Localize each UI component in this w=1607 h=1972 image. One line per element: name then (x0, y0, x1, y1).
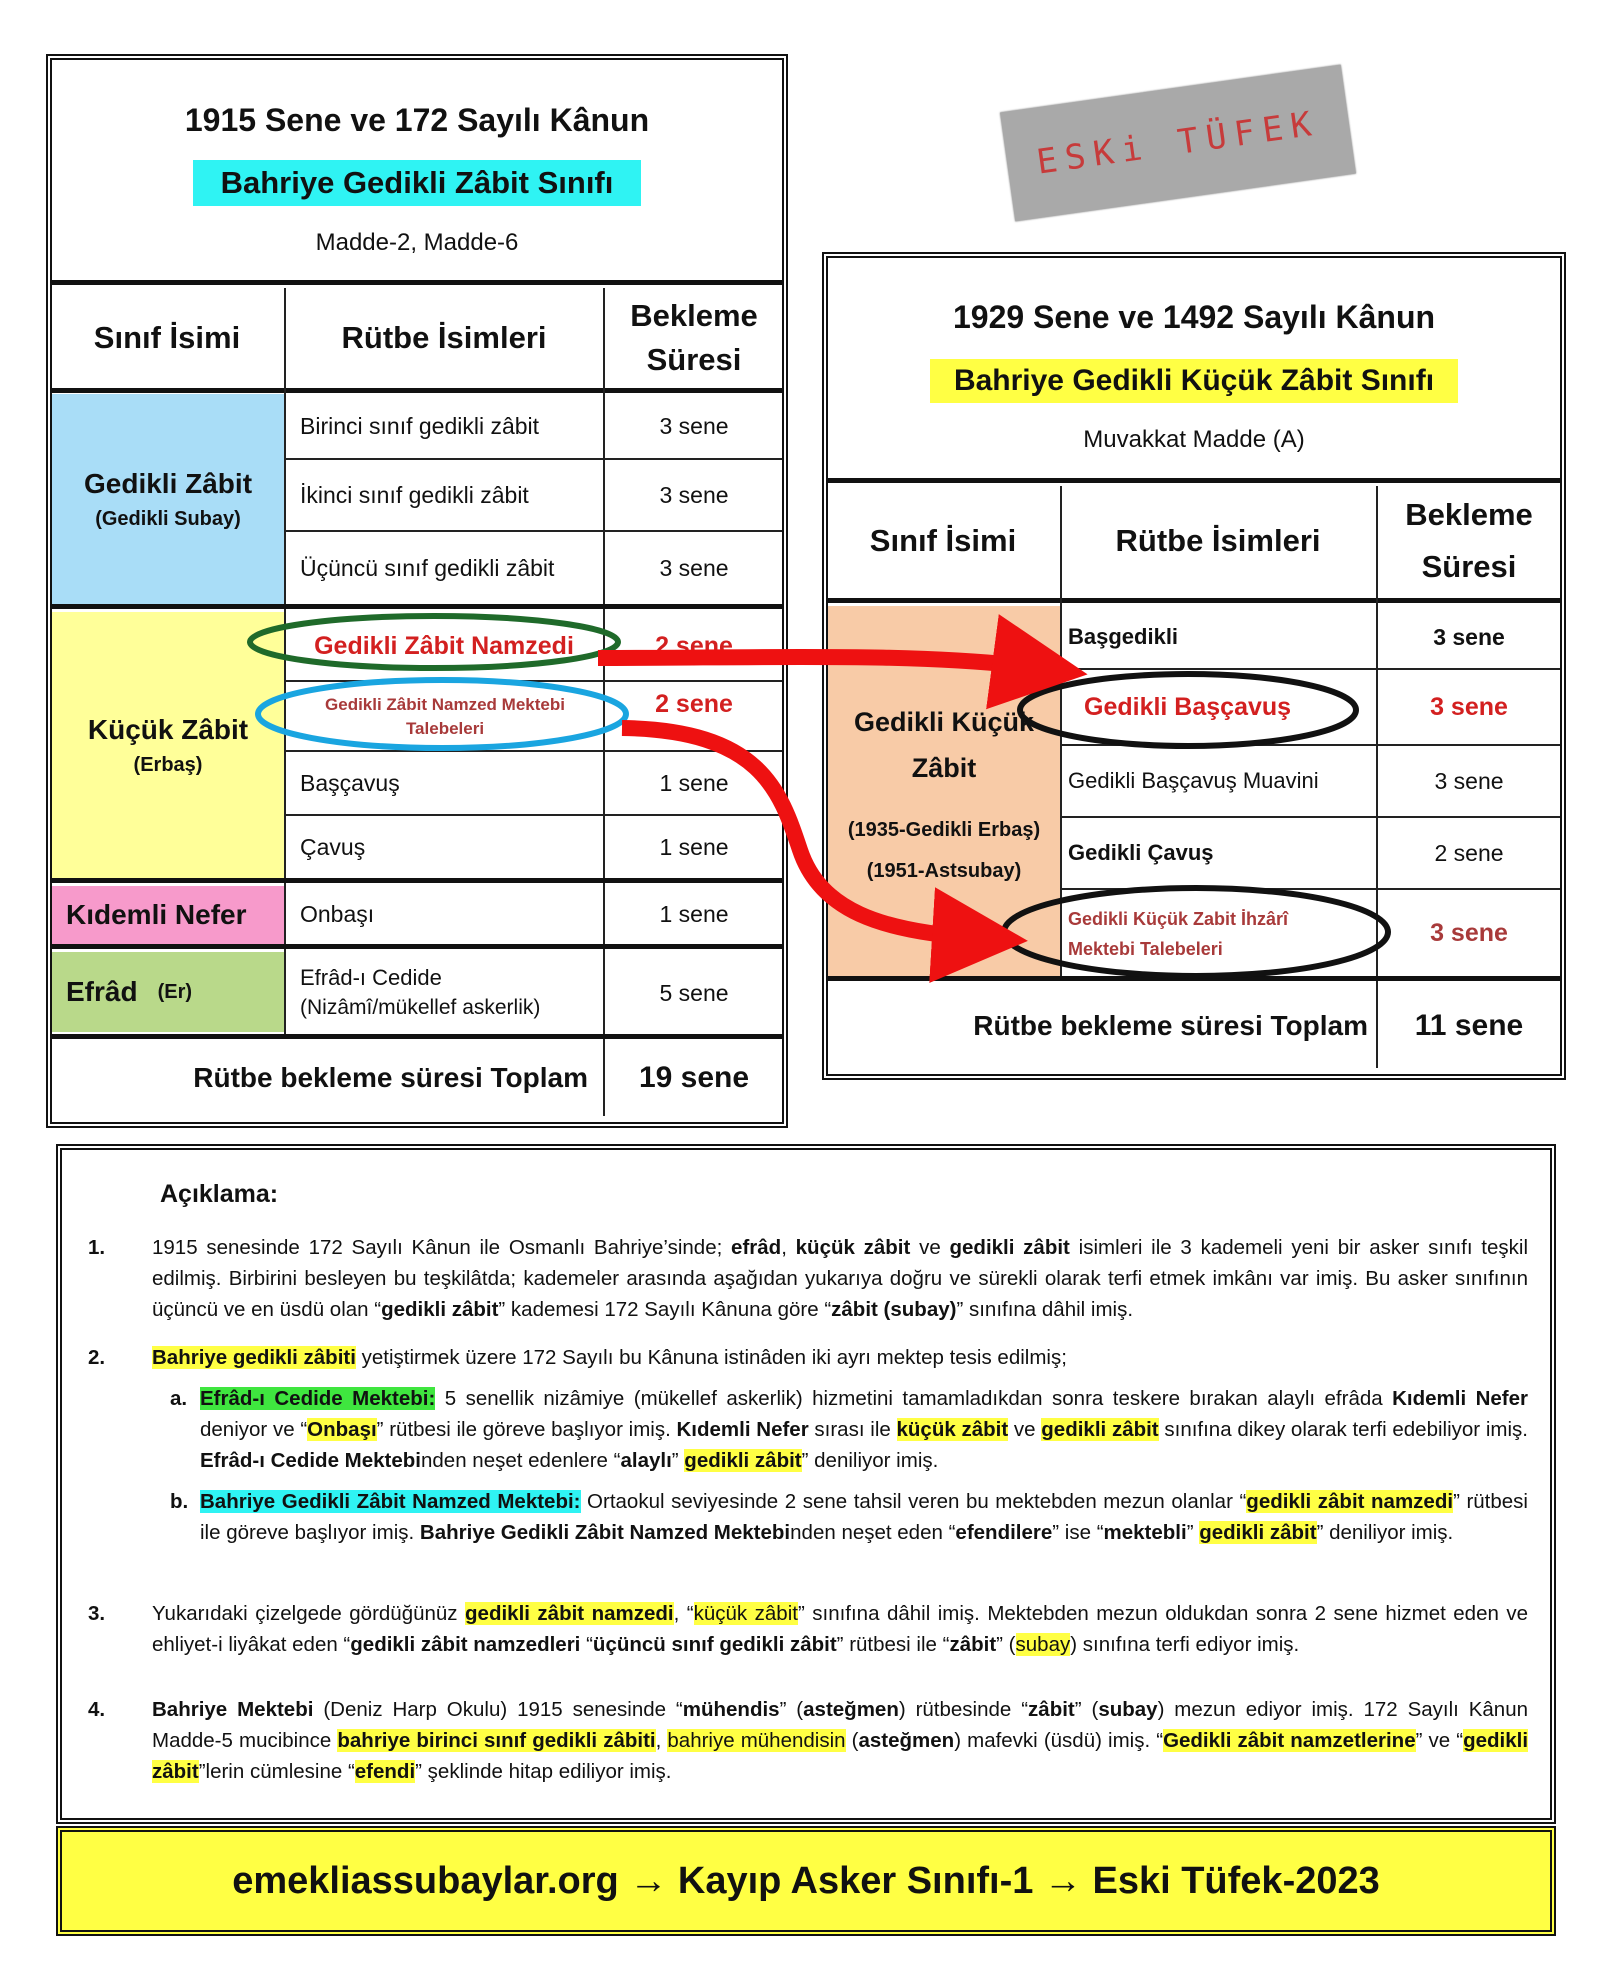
divider (52, 388, 782, 393)
group-gedikli-kucuk-zabit-label (828, 606, 1060, 976)
divider (603, 288, 605, 1116)
wait-cell: 3 sene (1430, 692, 1508, 721)
note-1: 1. 1915 senesinde 172 Sayılı Kânun ile Osmanlı Bahriye’sinde; efrâd, küçük zâbit ve gedikli zâbit isimleri ile 3 kademeli yeni bir asker sınıfı teşkil edilmiş. Birbirini besleyen bu teşkilâtda; kademeler arasında aşağıdan yukarıya doğru ve sürekli olarak terfi etmek imkânı var imiş. Bu asker sınıfının üçüncü ve en üsdü olan “gedikli zâbit” kademesi 172 Sayılı Kânuna göre “zâbit (subay)” sınıfına dâhil imiş. (88, 1232, 1528, 1325)
col-header-wait: Bekleme Süresi (1405, 497, 1533, 584)
divider (828, 598, 1560, 603)
note-number: 2. (88, 1346, 106, 1369)
wait-cell: 5 sene (659, 979, 729, 1006)
wait-cell: 1 sene (659, 900, 729, 927)
group-efrad-label (66, 952, 286, 1032)
table1915-articles: Madde-2, Madde-6 (315, 229, 519, 256)
note-number: 4. (88, 1698, 106, 1721)
group-kucuk-zabit-label (52, 612, 284, 878)
wait-cell: 3 sene (1433, 623, 1505, 650)
wait-cell: 1 sene (659, 833, 729, 860)
group-name: Efrâd (66, 976, 138, 1007)
rank-cell: Başçavuş (300, 769, 400, 796)
notes-heading: Açıklama: (160, 1180, 279, 1208)
total-value: 19 sene (638, 1061, 750, 1094)
rank-cell-mektebi: Gedikli Zâbit Namzed Mektebi Talebeleri (325, 695, 565, 738)
note-4: 4. Bahriye Mektebi (Deniz Harp Okulu) 1915 senesinde “mühendis” (asteğmen) rütbesinde “zâbit” (subay) mezun ediyor imiş. 172 Sayılı Kânun Madde-5 mucibince bahriye birinci sınıf gedikli zâbiti, bahriye mühendisin (asteğmen) mafevki (üsdü) imiş. “Gedikli zâbit namzetlerine” ve “gedikli zâbit”lerin cümlesine “efendi” şeklinde hitap ediliyor imiş. (88, 1694, 1528, 1787)
table1915-subtitle: Bahriye Gedikli Zâbit Sınıfı (193, 160, 642, 206)
stamp-text: ESKi TÜFEK (1034, 103, 1322, 183)
footer-text: emekliassubaylar.org → Kayıp Asker Sınıfı-1 → Eski Tüfek-2023 (232, 1859, 1380, 1902)
note-number: 1. (88, 1236, 106, 1259)
table1929-subtitle-wrap (828, 356, 1560, 406)
col-header-rank: Rütbe İsimleri (341, 320, 547, 355)
col-header-rank: Rütbe İsimleri (1115, 523, 1321, 558)
rank-cell: Gedikli Çavuş (1068, 840, 1214, 865)
rank-cell: Başgedikli (1068, 624, 1179, 649)
total-value: 11 sene (1414, 1009, 1524, 1042)
note-number: 3. (88, 1602, 106, 1625)
group-name: Küçük Zâbit (87, 713, 249, 745)
note-2: 2. Bahriye gedikli zâbiti yetiştirmek üzere 172 Sayılı bu Kânuna istinâden iki ayrı mektep tesis edilmiş; a. Efrâd-ı Cedide Mektebi: 5 senellik nizâmiye (mükellef askerlik) hizmetini tamamladıkdan sonra teskere bırakan alaylı efrâda Kıdemli Nefer deniyor ve “Onbaşı” rütbesi ile göreve başlıyor imiş. Kıdemli Nefer sırası ile küçük zâbit ve gedikli zâbit sınıfına dikey olarak terfi edebiliyor imiş. Efrâd-ı Cedide Mektebinden neşet edenlere “alaylı” gedikli zâbit” deniliyor imiş. b. Bahriye Gedikli Zâbit Namzed Mektebi: Ortaokul seviyesinde 2 sene tahsil veren bu mektebden mezun olanlar “gedikli zâbit namzedi” rütbesi ile göreve başlıyor imiş. Bahriye Gedikli Zâbit Namzed Mektebinden neşet eden “efendilere” ise “mektebli” gedikli zâbit” deniliyor imiş. (88, 1342, 1528, 1548)
wait-cell: 1 sene (659, 769, 729, 796)
group-name: Gedikli Küçük Zâbit (853, 707, 1035, 783)
rank-cell: Üçüncü sınıf gedikli zâbit (300, 554, 555, 581)
rank-line-1: Efrâd-ı Cedide (300, 965, 442, 990)
group-note-1935: (1935-Gedikli Erbaş) (847, 819, 1041, 841)
rank-cell-efrad (300, 952, 600, 1034)
group-sub: (Er) (157, 980, 193, 1003)
divider (52, 944, 782, 949)
divider (52, 878, 782, 883)
eski-tufek-stamp (1000, 65, 1356, 222)
group-kidemli-nefer-label (66, 886, 286, 944)
sub-label: b. (170, 1490, 189, 1513)
divider (828, 976, 1560, 981)
rank-line-2: (Nizâmî/mükellef askerlik) (300, 996, 541, 1019)
total-label: Rütbe bekleme süresi Toplam (973, 1010, 1368, 1041)
wait-cell: 3 sene (659, 412, 729, 439)
wait-cell: 2 sene (655, 689, 733, 718)
rank-cell: Birinci sınıf gedikli zâbit (300, 412, 540, 439)
group-name: Kıdemli Nefer (66, 899, 247, 930)
table1929-subtitle: Bahriye Gedikli Küçük Zâbit Sınıfı (930, 359, 1458, 403)
divider (52, 1034, 782, 1039)
wait-cell: 2 sene (1434, 839, 1504, 866)
group-sub: (Gedikli Subay) (95, 507, 241, 530)
rank-cell-namzedi: Gedikli Zâbit Namzedi (314, 631, 574, 660)
rank-cell: Çavuş (300, 833, 366, 860)
group-sub: (Erbaş) (133, 753, 203, 776)
wait-cell: 3 sene (1434, 767, 1504, 794)
note-3: 3. Yukarıdaki çizelgede gördüğünüz gedikli zâbit namzedi, “küçük zâbit” sınıfına dâhil imiş. Mektebden mezun oldukdan sonra 2 sene hizmet eden ve ehliyet-i liyâkat eden “gedikli zâbit namzedleri “üçüncü sınıf gedikli zâbit” rütbesi ile “zâbit” (subay) sınıfına terfi ediyor imiş. (88, 1598, 1528, 1660)
col-header-class: Sınıf İsimi (93, 320, 241, 355)
group-name: Gedikli Zâbit (83, 467, 253, 499)
col-header-class: Sınıf İsimi (869, 523, 1017, 558)
divider (52, 604, 782, 609)
group-gedikli-zabit-label (52, 394, 284, 604)
rank-cell: İkinci sınıf gedikli zâbit (300, 481, 529, 508)
table1915-title: 1915 Sene ve 172 Sayılı Kânun (184, 101, 650, 138)
sub-label: a. (170, 1387, 188, 1410)
table1929-title: 1929 Sene ve 1492 Sayılı Kânun (952, 298, 1436, 335)
table1915-subtitle-wrap (52, 158, 782, 208)
rank-cell-ihzari: Gedikli Küçük Zabit İhzârî Mektebi Talebeleri (1068, 909, 1289, 959)
group-note-1951: (1951-Astsubay) (866, 860, 1022, 882)
rank-cell-bascavus: Gedikli Başçavuş (1084, 692, 1292, 721)
total-label: Rütbe bekleme süresi Toplam (193, 1062, 588, 1093)
wait-cell: 3 sene (659, 481, 729, 508)
wait-cell: 3 sene (1430, 918, 1508, 947)
divider (1060, 486, 1062, 976)
wait-cell: 2 sene (655, 631, 733, 660)
divider (828, 478, 1560, 483)
table1929-articles: Muvakkat Madde (A) (1083, 426, 1305, 453)
rank-cell: Gedikli Başçavuş Muavini (1068, 768, 1319, 793)
wait-cell: 3 sene (659, 554, 729, 581)
rank-cell: Onbaşı (300, 900, 375, 927)
divider (52, 280, 782, 285)
col-header-wait: Bekleme Süresi (630, 298, 758, 377)
